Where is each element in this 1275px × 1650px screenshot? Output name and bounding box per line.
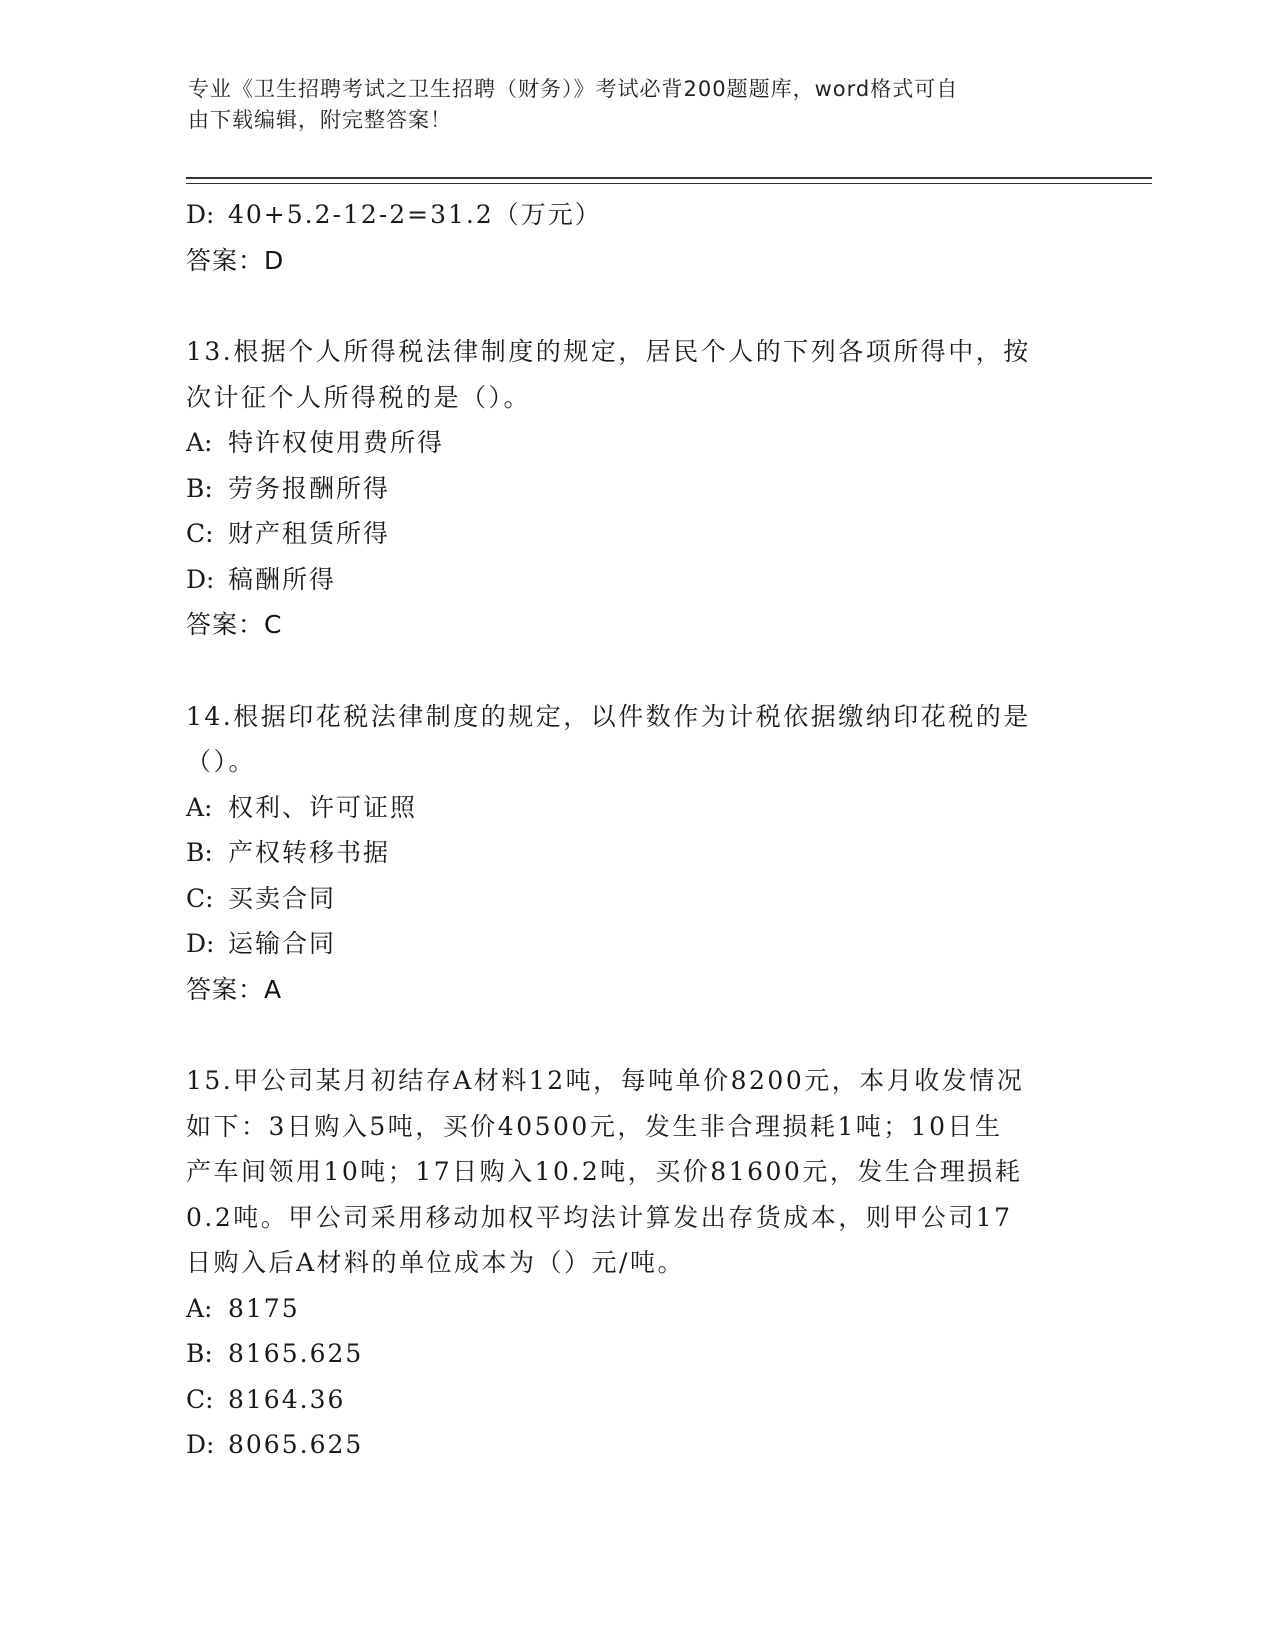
option-text: 特许权使用费所得 <box>228 428 445 457</box>
option-label: A: <box>186 1293 213 1323</box>
option-c <box>186 1377 1066 1423</box>
option-text: 8164.36 <box>228 1384 346 1414</box>
header-divider-thin <box>186 183 1152 184</box>
question-stem-line: （）。 <box>186 747 257 776</box>
option-text: 8165.625 <box>228 1339 364 1368</box>
document-header <box>188 74 1068 136</box>
option-text: 40+5.2-12-2=31.2（万元） <box>228 200 602 229</box>
question-stem-line: 14.根据印花税法律制度的规定，以件数作为计税依据缴纳印花税的是 <box>186 701 1031 731</box>
option-label: B: <box>186 838 213 867</box>
option-d <box>186 557 1066 603</box>
option-text: 劳务报酬所得 <box>228 473 391 503</box>
option-a <box>186 420 1066 466</box>
option-label: A: <box>186 428 213 457</box>
answer: 答案：A <box>186 974 283 1004</box>
question-stem-line: 15.甲公司某月初结存A材料12吨，每吨单价8200元，本月收发情况 <box>186 1066 1025 1095</box>
option-label: D: <box>186 929 215 958</box>
option-b <box>186 1331 1066 1377</box>
prev-option-d <box>186 192 1066 238</box>
option-a <box>186 785 1066 831</box>
option-label: B: <box>186 1339 213 1368</box>
header-line-2: 由下载编辑，附完整答案！ <box>188 108 452 132</box>
document-body <box>186 192 1066 1468</box>
option-text: 运输合同 <box>228 929 337 958</box>
option-c <box>186 876 1066 922</box>
question-stem-line: 13.根据个人所得税法律制度的规定，居民个人的下列各项所得中，按 <box>186 337 1031 366</box>
option-label: B: <box>186 473 213 503</box>
question-stem-line: 0.2吨。甲公司采用移动加权平均法计算发出存货成本，则甲公司17 <box>186 1202 1013 1232</box>
option-label: D: <box>186 564 215 594</box>
option-text: 8065.625 <box>228 1430 364 1459</box>
answer: 答案：C <box>186 610 283 639</box>
header-divider-thick <box>186 177 1152 179</box>
prev-answer: 答案：D <box>186 245 285 275</box>
option-text: 买卖合同 <box>228 883 337 913</box>
header-line-1: 专业《卫生招聘考试之卫生招聘（财务）》考试必背200题题库，word格式可自 <box>188 77 959 101</box>
question-14 <box>186 694 1066 1013</box>
spacer <box>186 648 1066 694</box>
option-label: D: <box>186 200 215 229</box>
option-b <box>186 830 1066 876</box>
option-c <box>186 511 1066 557</box>
question-13 <box>186 329 1066 648</box>
option-label: C: <box>186 1384 214 1414</box>
option-label: D: <box>186 1430 215 1459</box>
spacer <box>186 283 1066 329</box>
question-15 <box>186 1058 1066 1468</box>
option-label: A: <box>186 792 213 822</box>
option-text: 稿酬所得 <box>228 564 337 594</box>
option-text: 8175 <box>228 1293 300 1323</box>
option-b <box>186 466 1066 512</box>
question-stem-line: 次计征个人所得税的是（）。 <box>186 382 532 412</box>
question-stem-line: 产车间领用10吨；17日购入10.2吨，买价81600元，发生合理损耗 <box>186 1157 1023 1186</box>
option-label: C: <box>186 519 214 548</box>
option-text: 财产租赁所得 <box>228 519 391 548</box>
option-text: 产权转移书据 <box>228 838 391 867</box>
option-a <box>186 1286 1066 1332</box>
question-stem-line: 如下：3日购入5吨，买价40500元，发生非合理损耗1吨；10日生 <box>186 1111 1003 1141</box>
option-d <box>186 1422 1066 1468</box>
option-d <box>186 921 1066 967</box>
question-stem-line: 日购入后A材料的单位成本为（）元/吨。 <box>186 1248 685 1277</box>
spacer <box>186 1012 1066 1058</box>
option-text: 权利、许可证照 <box>228 792 418 822</box>
option-label: C: <box>186 883 214 913</box>
